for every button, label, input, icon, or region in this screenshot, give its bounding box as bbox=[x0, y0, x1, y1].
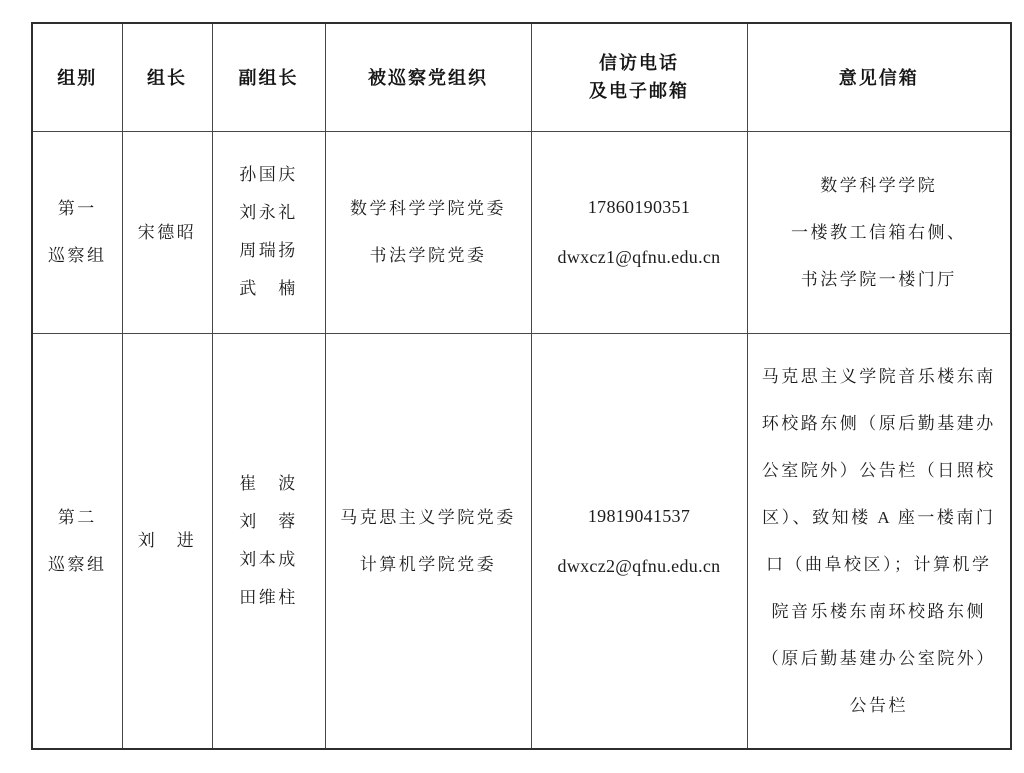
org-name: 书法学院党委 bbox=[369, 246, 487, 265]
text-line: 一楼教工信箱右侧、 bbox=[791, 222, 967, 242]
inspection-table bbox=[31, 22, 1012, 750]
col-header-leader: 组长 bbox=[122, 23, 212, 131]
col-header-group: 组别 bbox=[32, 23, 122, 131]
email-address: dwxcz1@qfnu.edu.cn bbox=[557, 247, 721, 267]
deputy-name: 刘永礼 bbox=[239, 203, 298, 222]
col-header-inspected-org: 被巡察党组织 bbox=[325, 23, 531, 131]
header-line: 及电子邮箱 bbox=[589, 81, 689, 102]
text-line: 巡察组 bbox=[48, 554, 107, 574]
deputy-name: 崔 波 bbox=[239, 473, 298, 493]
text-line: 区）、致知楼 A 座一楼南门 bbox=[762, 507, 996, 527]
org-name: 计算机学院党委 bbox=[359, 554, 497, 574]
text-line: 马克思主义学院音乐楼东南 bbox=[761, 366, 996, 386]
phone-number: 19819041537 bbox=[587, 505, 691, 526]
phone-email-cell bbox=[531, 333, 747, 749]
text-line: 院音乐楼东南环校路东侧 bbox=[771, 601, 986, 621]
text-line: 第一 bbox=[57, 199, 97, 218]
text-line: 第二 bbox=[57, 507, 97, 527]
phone-number: 17860190351 bbox=[587, 197, 691, 217]
text-line: 书法学院一楼门厅 bbox=[800, 269, 957, 289]
deputy-name: 刘本成 bbox=[239, 549, 298, 569]
leader-cell bbox=[122, 131, 212, 333]
phone-email-cell bbox=[531, 131, 747, 333]
leader-name: 宋德昭 bbox=[137, 222, 197, 242]
deputy-leaders-cell bbox=[212, 131, 325, 333]
col-header-deputy-leader: 副组长 bbox=[212, 23, 325, 131]
deputy-name: 孙国庆 bbox=[239, 165, 298, 184]
text-line: 公告栏 bbox=[849, 695, 908, 715]
text-line: 公室院外）公告栏（日照校 bbox=[761, 460, 996, 480]
deputy-name: 田维柱 bbox=[239, 587, 298, 607]
header-row bbox=[32, 23, 1011, 131]
org-name: 马克思主义学院党委 bbox=[340, 507, 516, 527]
deputy-name: 武 楠 bbox=[239, 279, 298, 298]
col-header-mailbox: 意见信箱 bbox=[747, 23, 1011, 131]
email-address: dwxcz2@qfnu.edu.cn bbox=[557, 555, 721, 576]
group-name-cell bbox=[32, 333, 122, 749]
text-line: （原后勤基建办公室院外） bbox=[761, 648, 996, 668]
group-name-cell bbox=[32, 131, 122, 333]
text-line: 巡察组 bbox=[48, 246, 107, 265]
mailbox-location-cell bbox=[747, 333, 1011, 749]
org-name: 数学科学学院党委 bbox=[350, 199, 506, 218]
inspected-orgs-cell bbox=[325, 333, 531, 749]
deputy-leaders-cell bbox=[212, 333, 325, 749]
deputy-name: 周瑞扬 bbox=[239, 241, 298, 260]
table-row-group-2 bbox=[32, 333, 1011, 749]
inspected-orgs-cell bbox=[325, 131, 531, 333]
deputy-name: 刘 蓉 bbox=[239, 511, 298, 531]
text-line: 环校路东侧（原后勤基建办 bbox=[761, 413, 996, 433]
leader-name: 刘 进 bbox=[137, 531, 197, 551]
text-line: 口（曲阜校区）；计算机学 bbox=[766, 554, 992, 574]
table-row-group-1 bbox=[32, 131, 1011, 333]
mailbox-location-cell bbox=[747, 131, 1011, 333]
text-line: 数学科学学院 bbox=[820, 175, 938, 195]
leader-cell bbox=[122, 333, 212, 749]
col-header-phone-email bbox=[531, 23, 747, 131]
header-line: 信访电话 bbox=[599, 53, 679, 74]
